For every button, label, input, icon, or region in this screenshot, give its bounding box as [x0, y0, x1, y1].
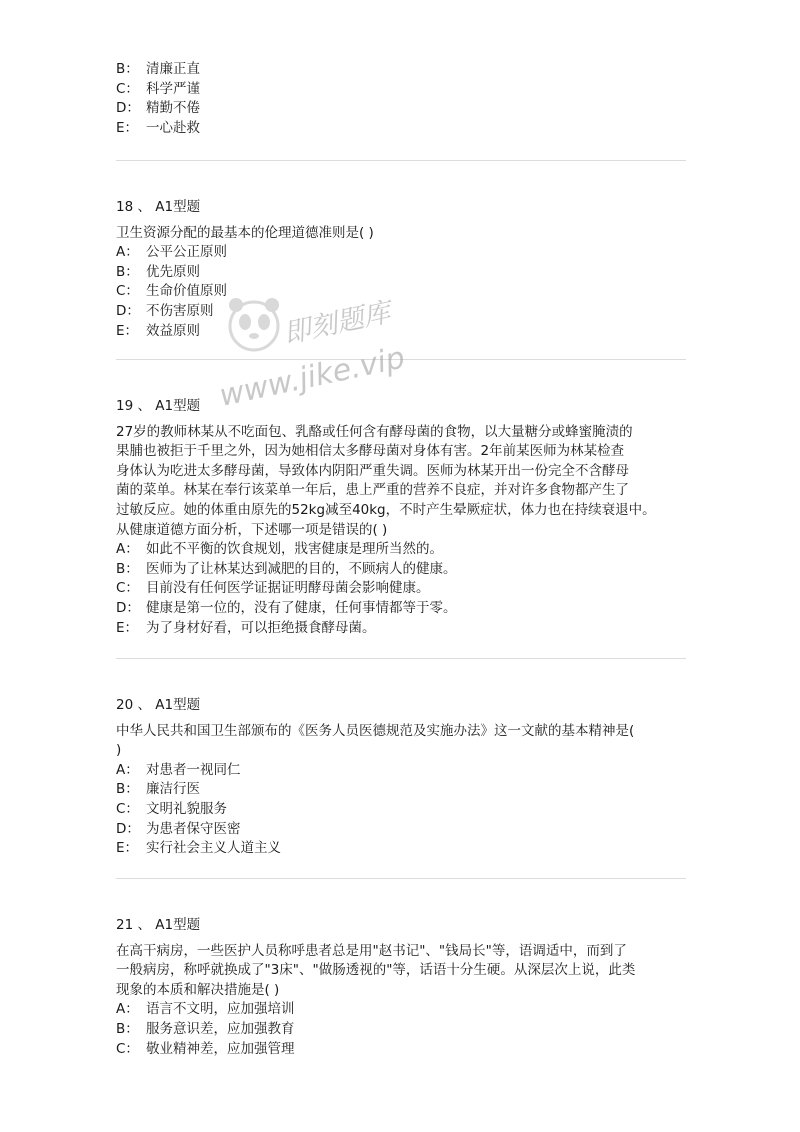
option-a[interactable] [116, 243, 686, 263]
option-c[interactable] [116, 1040, 686, 1060]
option-letter: B： [116, 1020, 139, 1037]
question-stem [116, 942, 686, 1001]
option-c[interactable] [116, 579, 686, 599]
option-letter: E： [116, 840, 139, 857]
option-d[interactable] [116, 820, 686, 840]
option-text: 目前没有任何医学证据证明酵母菌会影响健康。 [146, 580, 430, 597]
option-text: 实行社会主义人道主义 [146, 840, 281, 857]
option-letter: A： [116, 244, 139, 261]
option-d[interactable] [116, 599, 686, 619]
divider [116, 658, 686, 659]
option-letter: A： [116, 761, 139, 778]
option-text: 一心赴救 [146, 119, 200, 136]
option-letter: E： [116, 619, 139, 636]
stem-line: 现象的本质和解决措施是( ) [116, 981, 280, 998]
question-header: 20 、 A1型题 [116, 697, 201, 713]
option-text: 服务意识差，应加强教育 [146, 1020, 295, 1037]
option-letter: B： [116, 61, 139, 77]
stem-line: ) [116, 742, 122, 759]
stem-line: 在高干病房，一些医护人员称呼患者总是用"赵书记"、"钱局长"等，语调适中，而到了 [116, 942, 627, 959]
question-stem [116, 722, 686, 761]
option-text: 语言不文明，应加强培训 [146, 1001, 295, 1018]
option-text: 不伤害原则 [146, 302, 214, 319]
option-c[interactable] [116, 80, 686, 100]
stem-line: 菌的菜单。林某在奉行该菜单一年后，患上严重的营养不良症，并对许多食物都产生了 [116, 482, 629, 499]
option-letter: D： [116, 302, 140, 319]
option-text: 生命价值原则 [146, 283, 227, 300]
question-17-tail [116, 60, 686, 138]
option-letter: C： [116, 283, 139, 300]
question-19 [116, 397, 686, 638]
option-text: 精勤不倦 [146, 100, 200, 117]
watermark-brand: 即刻题库 [281, 297, 394, 350]
option-text: 如此不平衡的饮食规划，戕害健康是理所当然的。 [146, 541, 443, 558]
option-a[interactable] [116, 1000, 686, 1020]
option-text: 清廉正直 [146, 61, 200, 77]
option-b[interactable] [116, 560, 686, 580]
option-b[interactable] [116, 60, 686, 80]
option-d[interactable] [116, 302, 686, 322]
option-text: 对患者一视同仁 [146, 761, 241, 778]
stem-line: 果脯也被拒于千里之外，因为她相信太多酵母菌对身体有害。2年前某医师为林某检查 [116, 443, 625, 460]
option-letter: B： [116, 781, 139, 798]
option-letter: D： [116, 599, 140, 616]
option-letter: E： [116, 322, 139, 339]
option-e[interactable] [116, 839, 686, 859]
divider [116, 160, 686, 161]
option-text: 医师为了让林某达到减肥的目的，不顾病人的健康。 [146, 560, 457, 577]
question-stem [116, 423, 686, 541]
option-letter: E： [116, 119, 139, 136]
stem-line: 27岁的教师林某从不吃面包、乳酪或任何含有酵母菌的食物，以大量糖分或蜂蜜腌渍的 [116, 423, 633, 440]
question-header: 19 、 A1型题 [116, 398, 201, 414]
option-letter: D： [116, 100, 140, 117]
option-b[interactable] [116, 263, 686, 283]
option-letter: C： [116, 800, 139, 817]
question-stem: 卫生资源分配的最基本的伦理道德准则是( ) [116, 224, 374, 241]
option-c[interactable] [116, 800, 686, 820]
option-a[interactable] [116, 540, 686, 560]
option-b[interactable] [116, 780, 686, 800]
option-e[interactable] [116, 322, 686, 342]
stem-line: 中华人民共和国卫生部颁布的《医务人员医德规范及实施办法》这一文献的基本精神是( [116, 722, 635, 739]
option-letter: D： [116, 820, 140, 837]
option-text: 为患者保守医密 [146, 820, 241, 837]
option-text: 优先原则 [146, 263, 200, 280]
question-header: 18 、 A1型题 [116, 199, 201, 215]
option-text: 健康是第一位的，没有了健康，任何事情都等于零。 [146, 599, 457, 616]
option-d[interactable] [116, 99, 686, 119]
question-18 [116, 198, 686, 341]
option-a[interactable] [116, 761, 686, 781]
option-text: 科学严谨 [146, 80, 200, 97]
option-text: 文明礼貌服务 [146, 800, 227, 817]
options [116, 60, 686, 138]
stem-line: 从健康道德方面分析，下述哪一项是错误的( ) [116, 521, 388, 538]
divider [116, 359, 686, 360]
option-letter: C： [116, 580, 139, 597]
option-text: 为了身材好看，可以拒绝摄食酵母菌。 [146, 619, 376, 636]
option-c[interactable] [116, 282, 686, 302]
option-b[interactable] [116, 1020, 686, 1040]
option-letter: B： [116, 560, 139, 577]
option-letter: C： [116, 80, 139, 97]
option-text: 敬业精神差，应加强管理 [146, 1040, 295, 1057]
option-text: 廉洁行医 [146, 781, 200, 798]
option-letter: C： [116, 1040, 139, 1057]
stem-line: 身体认为吃进太多酵母菌，导致体内阴阳严重失调。医师为林某开出一份完全不含酵母 [116, 462, 629, 479]
question-header: 21 、 A1型题 [116, 917, 201, 933]
watermark-url: www.jike.vip [216, 340, 408, 414]
divider [116, 878, 686, 879]
option-e[interactable] [116, 119, 686, 139]
option-letter: A： [116, 541, 139, 558]
option-letter: A： [116, 1001, 139, 1018]
option-letter: B： [116, 263, 139, 280]
option-text: 公平公正原则 [146, 244, 227, 261]
question-20 [116, 696, 686, 859]
stem-line: 过敏反应。她的体重由原先的52kg减至40kg，不时产生晕厥症状，体力也在持续衰退中。 [116, 501, 656, 518]
option-text: 效益原则 [146, 322, 200, 339]
question-21 [116, 916, 686, 1059]
stem-line: 一般病房，称呼就换成了"3床"、"做肠透视的"等，话语十分生硬。从深层次上说，此类 [116, 962, 636, 979]
option-e[interactable] [116, 619, 686, 639]
